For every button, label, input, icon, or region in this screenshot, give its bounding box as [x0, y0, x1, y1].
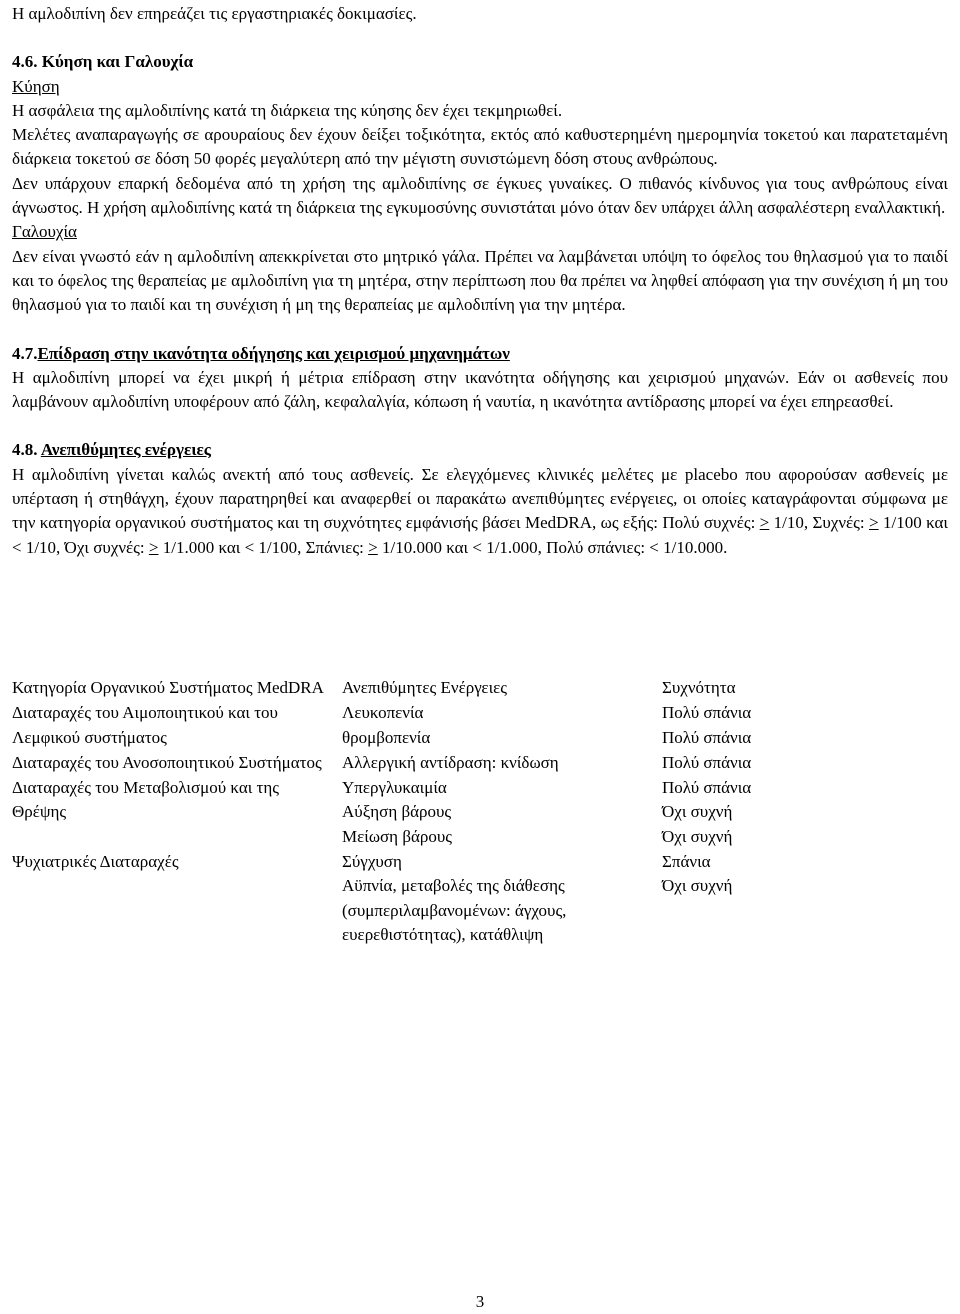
ge-symbol: > — [869, 513, 879, 533]
ge-symbol: > — [148, 537, 159, 557]
section-4-6-heading — [12, 50, 948, 74]
event-item: Λευκοπενία — [342, 703, 424, 723]
section-number: 4.8. — [12, 440, 38, 460]
event-item: Αϋπνία, μεταβολές της διάθεσης (συμπεριλαμβανομένων: άγχους, ευερεθιστότητας), κατάθλιψη — [342, 876, 567, 944]
pregnancy-paragraph-3: Δεν υπάρχουν επαρκή δεδομένα από τη χρήση της αμλοδιπίνης σε έγκυες γυναίκες. Ο πιθανός κίνδυνος για τους ανθρώπους είναι άγνωστος. Η χρήση αμλοδιπίνης κατά τη διάρκεια της εγκυμοσύνης συνιστάται μόνο όταν δεν υπάρχει άλλη ασφαλέστερη εναλλακτική. — [12, 173, 948, 218]
pregnancy-paragraph-2: Μελέτες αναπαραγωγής σε αρουραίους δεν έχουν δείξει τοξικότητα, εκτός από καθυστερημένη ημερομηνία τοκετού και παρατεταμένη διάρκεια τοκετού σε δόση 50 φορές μεγαλύτερη από την μέγιστη συνιστώμενη δόση στους ανθρώπους. — [12, 125, 948, 169]
page-number: 3 — [475, 1292, 485, 1311]
section-4-7-heading — [12, 342, 948, 366]
document-body — [12, 2, 948, 560]
events-cell — [342, 701, 662, 751]
event-item: θρομβοπενία — [342, 727, 431, 747]
header-adverse-events: Ανεπιθύμητες Ενέργειες — [342, 678, 508, 697]
event-item: Υπεργλυκαιμία — [342, 778, 447, 798]
lactation-subheading: Γαλουχία — [12, 222, 77, 242]
text-run: 1/10, Συχνές: — [769, 513, 870, 533]
organ-class-cell: Διαταραχές του Ανοσοποιητικού Συστήματος — [12, 752, 322, 772]
table-row — [12, 850, 958, 948]
event-item: Μείωση βάρους — [342, 826, 453, 846]
driving-paragraph: Η αμλοδιπίνη μπορεί να έχει μικρή ή μέτρια επίδραση στην ικανότητα οδήγησης και χειρισμού μηχανών. Εάν οι ασθενείς που λαμβάνουν αμλοδιπίνη υποφέρουν από ζάλη, κεφαλαλγία, κόπωση ή ναυτία, η ικανότητα αντίδρασης μπορεί να έχει επηρεασθεί. — [12, 367, 948, 412]
section-number: 4.6. — [12, 52, 38, 72]
frequency-item: Όχι συχνή — [662, 876, 733, 896]
table-row — [12, 701, 958, 751]
frequency-item: Όχι συχνή — [662, 826, 733, 846]
events-cell — [342, 776, 662, 850]
lactation-paragraph: Δεν είναι γνωστό εάν η αμλοδιπίνη απεκκρίνεται στο μητρικό γάλα. Πρέπει να λαμβάνεται υπόψη το όφελος του θηλασμού για το παιδί και το όφελος της θεραπείας με αμλοδιπίνη για τη μητέρα, στην περίπτωση που θα πρέπει να ληφθεί απόφαση για την συνέχιση ή μη του θηλασμού για το παιδί και τη συνέχιση ή μη της θεραπείας με αμλοδιπίνη για την μητέρα. — [12, 246, 948, 315]
events-cell — [342, 850, 662, 948]
text-run: 1/1.000 και < 1/100, Σπάνιες: — [158, 537, 369, 557]
text-run: 1/100 και < 1/10, Όχι συχνές: — [12, 513, 948, 557]
event-item: Αλλεργική αντίδραση: κνίδωση — [342, 752, 559, 772]
frequency-item: Πολύ σπάνια — [662, 752, 752, 772]
intro-line: Η αμλοδιπίνη δεν επηρεάζει τις εργαστηριακές δοκιμασίες. — [12, 4, 417, 23]
adverse-effects-paragraph — [12, 463, 948, 560]
frequency-cell — [662, 751, 958, 776]
organ-class-cell: Ψυχιατρικές Διαταραχές — [12, 852, 179, 872]
organ-class-cell: Διαταραχές του Αιμοποιητικού και του Λεμφικού συστήματος — [12, 703, 278, 747]
table-row — [12, 776, 958, 850]
adverse-events-table — [12, 676, 958, 948]
event-item: Αύξηση βάρους — [342, 802, 452, 822]
frequency-cell — [662, 701, 958, 751]
ge-symbol: > — [368, 537, 378, 557]
header-frequency: Συχνότητα — [662, 678, 736, 697]
section-number: 4.7. — [12, 343, 38, 363]
frequency-item: Πολύ σπάνια — [662, 727, 752, 747]
events-cell — [342, 751, 662, 776]
section-title: Κύηση και Γαλουχία — [41, 52, 194, 72]
section-title: Ανεπιθύμητες ενέργειες — [40, 440, 211, 460]
event-item: Σύγχυση — [342, 852, 402, 872]
ge-symbol: > — [759, 513, 770, 533]
frequency-cell — [662, 850, 958, 948]
section-title: Επίδραση στην ικανότητα οδήγησης και χειρισμού μηχανημάτων — [37, 343, 510, 363]
text-run: Η αμλοδιπίνη γίνεται καλώς ανεκτή από τους ασθενείς. Σε ελεγχόμενες κλινικές μελέτες με placebo που αφορούσαν ασθενείς με υπέρταση ή στηθάγχη, έχουν παρατηρηθεί και αναφερθεί οι παρακάτω ανεπιθύμητες ενέργειες, οι οποίες καταγράφονται σύμφωνα με την κατηγορία οργανικού συστήματος και τη συχνότητες εμφάνισής βάσει MedDRA, ως εξής: Πολύ συχνές: — [12, 464, 948, 533]
frequency-item: Πολύ σπάνια — [662, 703, 752, 723]
header-organ-class: Κατηγορία Οργανικού Συστήματος MedDRA — [12, 678, 324, 697]
text-run: 1/10.000 και < 1/1.000, Πολύ σπάνιες: < 1/10.000. — [377, 537, 728, 557]
table-row — [12, 751, 958, 776]
table-header-row — [12, 676, 958, 701]
pregnancy-paragraph-1: Η ασφάλεια της αμλοδιπίνης κατά τη διάρκεια της κύησης δεν έχει τεκμηριωθεί. — [12, 100, 563, 120]
frequency-item: Όχι συχνή — [662, 802, 733, 822]
frequency-item: Σπάνια — [662, 852, 711, 872]
frequency-item: Πολύ σπάνια — [662, 778, 752, 798]
section-4-8-heading — [12, 438, 948, 462]
organ-class-cell: Διαταραχές του Μεταβολισμού και της Θρέψης — [12, 778, 280, 822]
pregnancy-subheading: Κύηση — [12, 76, 60, 96]
frequency-cell — [662, 776, 958, 850]
